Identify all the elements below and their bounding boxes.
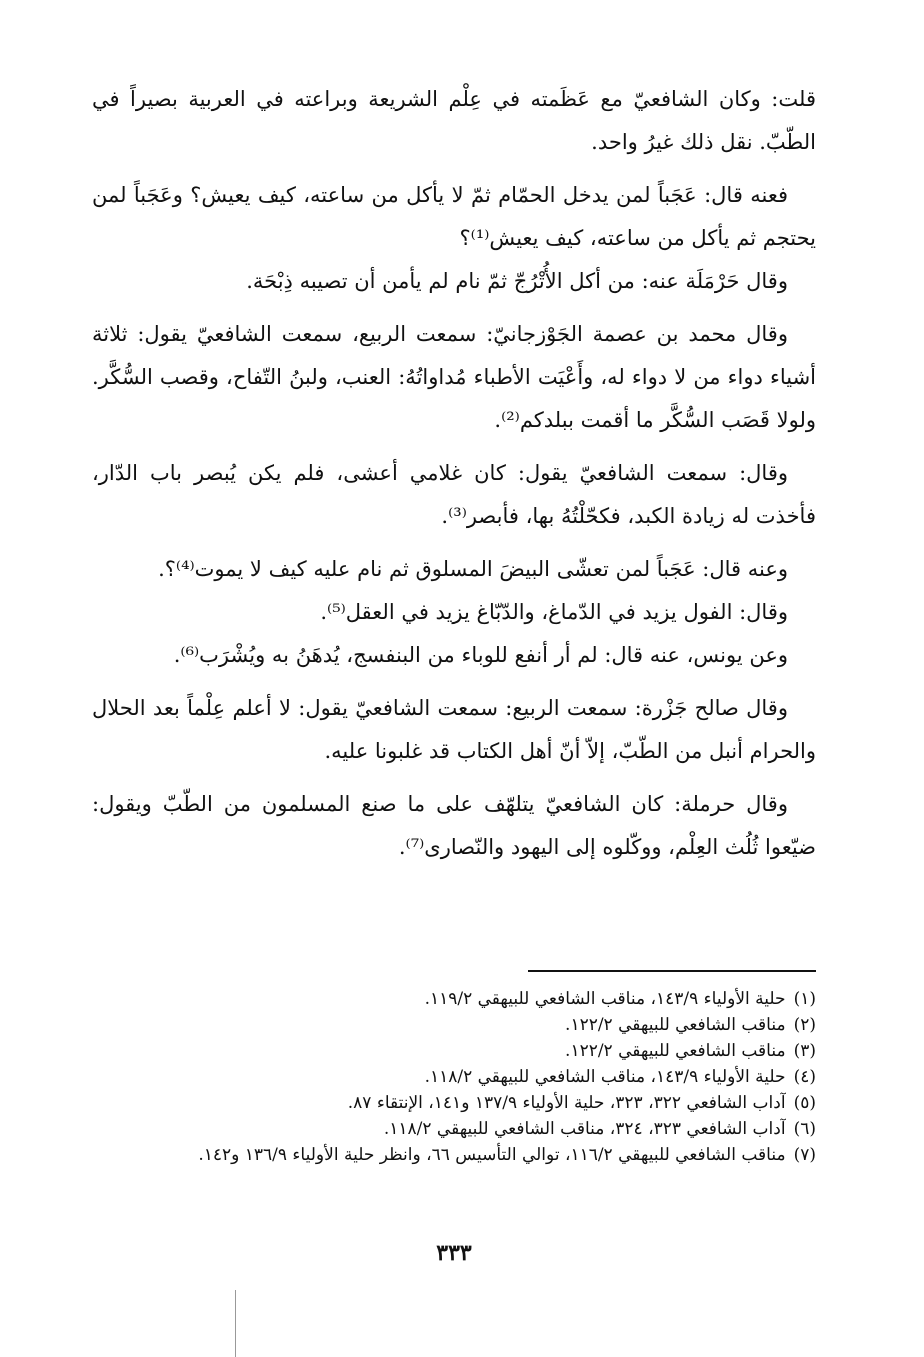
footnote-divider bbox=[528, 970, 816, 972]
footnotes bbox=[92, 986, 816, 1168]
footnote-text: آداب الشافعي ٣٢٢، ٣٢٣، حلية الأولياء ١٣٧/٩ و١٤١، الإنتقاء ٨٧. bbox=[347, 1093, 786, 1113]
footnote-text: مناقب الشافعي للبيهقي ١١٦/٢، توالي التأسيس ٦٦، وانظر حلية الأولياء ١٣٦/٩ و١٤٢. bbox=[198, 1145, 786, 1165]
footnote-text: حلية الأولياء ١٤٣/٩، مناقب الشافعي للبيهقي ١١٨/٢. bbox=[424, 1067, 786, 1087]
paragraph: وقال حَرْمَلَة عنه: من أكل الأُتْرُجّ ثمّ نام لم يأمن أن تصيبه ذِبْحَة. bbox=[246, 269, 788, 293]
footnote-number: (٣) bbox=[793, 1041, 816, 1061]
footnote bbox=[92, 1012, 816, 1038]
footnote-number: (٤) bbox=[793, 1067, 816, 1087]
paragraph: وقال: سمعت الشافعيّ يقول: كان غلامي أعشى، فلم يكن يُبصر باب الدّار، فأخذت له زيادة الكبد، فكحّلْتُهُ بها، فأبصر⁽³⁾. bbox=[92, 461, 816, 528]
footnote-number: (٢) bbox=[793, 1015, 816, 1035]
footnote-number: (٧) bbox=[793, 1145, 816, 1165]
footnote-text: حلية الأولياء ١٤٣/٩، مناقب الشافعي للبيهقي ١١٩/٢. bbox=[424, 989, 786, 1009]
paragraph: قلت: وكان الشافعيّ مع عَظَمته في عِلْم الشريعة وبراعته في العربية بصيراً في الطّبّ. نقل ذلك غيرُ واحد. bbox=[92, 87, 816, 154]
footnote bbox=[92, 986, 816, 1012]
paragraph: وقال صالح جَزْرة: سمعت الربيع: سمعت الشافعيّ يقول: لا أعلم عِلْماً بعد الحلال والحرام أنبل من الطّبّ، إلاّ أنّ أهل الكتاب قد غلبونا عليه. bbox=[92, 696, 816, 763]
paragraph: وعنه قال: عَجَباً لمن تعشّى البيضَ المسلوق ثم نام عليه كيف لا يموت⁽⁴⁾؟. bbox=[158, 557, 788, 581]
footnote-number: (٦) bbox=[793, 1119, 816, 1139]
footnote bbox=[92, 1064, 816, 1090]
footnote-text: آداب الشافعي ٣٢٣، ٣٢٤، مناقب الشافعي للبيهقي ١١٨/٢. bbox=[383, 1119, 786, 1139]
footnote bbox=[92, 1142, 816, 1168]
paragraph: وقال حرملة: كان الشافعيّ يتلهّف على ما صنع المسلمون من الطّبّ ويقول: ضيّعوا ثُلُث العِلْم، ووكّلوه إلى اليهود والنّصارى⁽⁷⁾. bbox=[92, 792, 816, 859]
main-text bbox=[92, 78, 816, 869]
footnote-text: مناقب الشافعي للبيهقي ١٢٢/٢. bbox=[565, 1015, 786, 1035]
paragraph: وقال محمد بن عصمة الجَوْزجانيّ: سمعت الربيع، سمعت الشافعيّ يقول: ثلاثة أشياء دواء من لا دواء له، وأَعْيَت الأطباء مُداواتُهُ: العنب، ولبنُ التّفاح، وقصب السُّكَّر. ولولا قَصَب السُّكَّر ما أقمت ببلدكم⁽²⁾. bbox=[92, 322, 816, 432]
scan-artifact-line bbox=[235, 1290, 239, 1357]
page-number: ٣٣٣ bbox=[436, 1240, 472, 1266]
footnote bbox=[92, 1038, 816, 1064]
footnote bbox=[92, 1116, 816, 1142]
book-page bbox=[92, 78, 816, 1357]
paragraph: وعن يونس، عنه قال: لم أر أنفع للوباء من البنفسج، يُدهَنُ به ويُشْرَب⁽⁶⁾. bbox=[173, 643, 788, 667]
footnote-number: (١) bbox=[793, 989, 816, 1009]
paragraph: وقال: الفول يزيد في الدّماغ، والدّبّاغ يزيد في العقل⁽⁵⁾. bbox=[320, 600, 788, 624]
footnote bbox=[92, 1090, 816, 1116]
footnote-text: مناقب الشافعي للبيهقي ١٢٢/٢. bbox=[565, 1041, 786, 1061]
footnote-number: (٥) bbox=[793, 1093, 816, 1113]
paragraph: فعنه قال: عَجَباً لمن يدخل الحمّام ثمّ لا يأكل من ساعته، كيف يعيش؟ وعَجَباً لمن يحتجم ثم يأكل من ساعته، كيف يعيش⁽¹⁾؟ bbox=[92, 183, 816, 250]
